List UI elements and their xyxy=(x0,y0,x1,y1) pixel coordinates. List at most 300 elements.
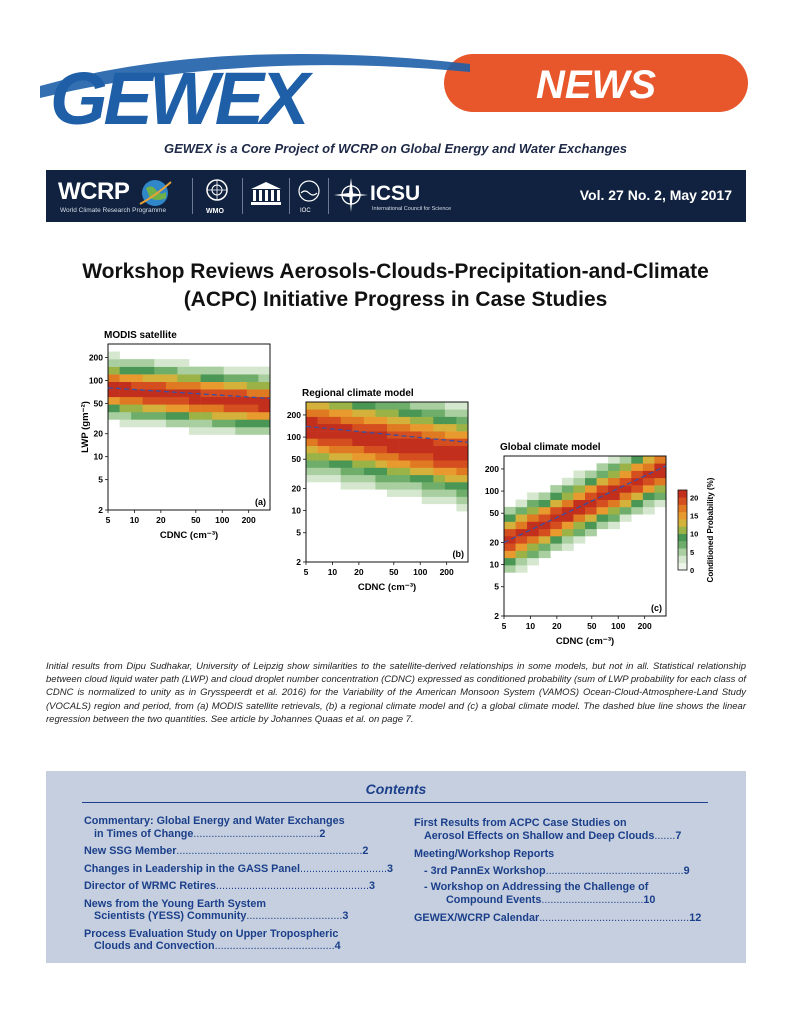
heatmap-cell xyxy=(433,424,445,432)
toc-leader-dots: ................................ xyxy=(246,910,343,922)
heatmap-cell xyxy=(224,367,236,375)
x-tick-label: 10 xyxy=(129,515,140,525)
toc-entry[interactable] xyxy=(84,898,393,923)
heatmap-cell xyxy=(247,389,259,397)
toc-page-number: 2 xyxy=(319,827,326,840)
heatmap-cell xyxy=(527,536,539,544)
heatmap-cell xyxy=(212,412,224,420)
heatmap-cell xyxy=(654,492,666,500)
heatmap-cell xyxy=(108,397,120,405)
heatmap-cell xyxy=(375,468,387,476)
x-axis-label: CDNC (cm⁻³) xyxy=(555,636,615,647)
heatmap-cell xyxy=(258,420,270,428)
toc-entry[interactable] xyxy=(84,928,393,953)
lwp-cdnc-figure xyxy=(80,328,720,653)
heatmap-cell xyxy=(456,409,468,417)
heatmap-cell xyxy=(387,402,399,410)
heatmap-cell xyxy=(456,468,468,476)
heatmap-cell xyxy=(189,412,201,420)
heatmap-cell xyxy=(410,468,422,476)
heatmap-cell xyxy=(318,417,330,425)
heatmap-cell xyxy=(318,409,330,417)
heatmap-cell xyxy=(212,397,224,405)
heatmap-cell xyxy=(573,471,585,479)
heatmap-cell xyxy=(352,438,364,446)
colorbar-tick-label: 0 xyxy=(690,566,695,575)
heatmap-cell xyxy=(527,522,539,530)
wmo-emblem-icon xyxy=(204,177,230,205)
figure-caption: Initial results from Dipu Sudhakar, University of Leipzig show similarities to the satellite-derived relationships in some models, but not in all. Statistical relationship between cloud liquid water path (LWP) and cloud droplet number concentration (CDNC) expressed as conditioned probability (sum of LWP probability for each class of CDNC is normalized to unity as in Grysspeerdt et al. 2016) for the Variability of the American Monsoon System (VAMOS) Ocean-Cloud-Atmosphere-Land Study (VOCALS) region and period, from (a) MODIS satellite retrievals, (b) a regional climate model and (c) a global climate model. The dashed blue line shows the linear regression between the two quantities. See article by Johannes Quaas et al. on page 7. xyxy=(46,661,746,725)
colorbar-segment xyxy=(678,548,687,556)
heatmap-cell xyxy=(445,482,457,490)
heatmap-cell xyxy=(516,551,528,559)
y-tick-label: 100 xyxy=(286,432,301,443)
heatmap-cell xyxy=(527,514,539,522)
heatmap-cell xyxy=(341,460,353,468)
heatmap-cell xyxy=(516,514,528,522)
heatmap-cell xyxy=(433,468,445,476)
toc-entry[interactable] xyxy=(414,817,701,842)
heatmap-cell xyxy=(550,492,562,500)
heatmap-cell xyxy=(608,522,620,530)
x-tick-label: 200 xyxy=(637,621,652,631)
heatmap-cell xyxy=(189,420,201,428)
heatmap-cell xyxy=(201,420,213,428)
heatmap-cell xyxy=(329,438,341,446)
heatmap-cell xyxy=(120,359,132,367)
heatmap-cell xyxy=(573,478,585,486)
toc-entry[interactable] xyxy=(414,865,701,878)
heatmap-cell xyxy=(631,507,643,515)
heatmap-cell xyxy=(433,453,445,461)
colorbar-segment xyxy=(678,563,687,571)
heatmap-cell xyxy=(375,424,387,432)
heatmap-cell xyxy=(550,529,562,537)
heatmap-cell xyxy=(527,492,539,500)
heatmap-cell xyxy=(387,489,399,497)
heatmap-cell xyxy=(341,468,353,476)
headline-line: (ACPC) Initiative Progress in Case Studies xyxy=(183,288,608,311)
toc-entry-text: Aerosol Effects on Shallow and Deep Clouds xyxy=(424,829,655,842)
heatmap-cell xyxy=(235,427,247,435)
heatmap-cell xyxy=(143,382,155,390)
heatmap-cell xyxy=(433,497,445,505)
x-tick-label: 20 xyxy=(354,567,364,577)
heatmap-cell xyxy=(562,500,574,508)
issue-info: Vol. 27 No. 2, May 2017 xyxy=(579,187,732,203)
heatmap-cell xyxy=(318,460,330,468)
heatmap-cell xyxy=(143,374,155,382)
heatmap-cell xyxy=(516,522,528,530)
tagline: GEWEX is a Core Project of WCRP on Global Energy and Water Exchanges xyxy=(163,141,628,156)
heatmap-cell xyxy=(352,417,364,425)
heatmap-cell xyxy=(456,446,468,454)
heatmap-cell xyxy=(154,397,166,405)
heatmap-cell xyxy=(562,536,574,544)
heatmap-cell xyxy=(235,374,247,382)
toc-page-number: 3 xyxy=(387,862,394,875)
heatmap-cell xyxy=(154,404,166,412)
divider xyxy=(192,178,193,214)
heatmap-cell xyxy=(341,446,353,454)
toc-leader-dots: ....... xyxy=(654,829,676,842)
contents-box xyxy=(46,771,746,963)
heatmap-cell xyxy=(364,409,376,417)
x-tick-label: 10 xyxy=(327,567,338,577)
heatmap-cell xyxy=(375,475,387,483)
heatmap-cell xyxy=(177,412,189,420)
heatmap-cell xyxy=(329,468,341,476)
heatmap-cell xyxy=(224,427,236,435)
heatmap-cell xyxy=(399,417,411,425)
heatmap-cell xyxy=(341,438,353,446)
heatmap-cell xyxy=(410,482,422,490)
heatmap-cell xyxy=(177,382,189,390)
heatmap-cell xyxy=(399,453,411,461)
colorbar-tick-label: 5 xyxy=(690,547,695,557)
y-tick-label: 50 xyxy=(489,508,499,519)
heatmap-cell xyxy=(573,492,585,500)
heatmap-cell xyxy=(364,446,376,454)
toc-entry[interactable] xyxy=(84,863,393,876)
heatmap-cell xyxy=(573,529,585,537)
y-tick-label: 5 xyxy=(98,474,103,485)
heatmap-cell xyxy=(504,529,516,537)
y-tick-label: 20 xyxy=(291,483,301,494)
heatmap-cell xyxy=(177,374,189,382)
heatmap-cell xyxy=(422,446,434,454)
panel-title: Global climate model xyxy=(500,442,601,453)
heatmap-cell xyxy=(235,420,247,428)
heatmap-cell xyxy=(364,482,376,490)
heatmap-cell xyxy=(620,456,632,464)
colorbar-tick-label: 15 xyxy=(690,511,699,521)
heatmap-cell xyxy=(375,409,387,417)
wcrp-logo: WCRP xyxy=(58,178,130,205)
heatmap-cell xyxy=(108,412,120,420)
ioc-label: IOC xyxy=(300,208,311,214)
heatmap-cell xyxy=(631,456,643,464)
heatmap-cell xyxy=(364,468,376,476)
heatmap-cell xyxy=(422,431,434,439)
heatmap-cell xyxy=(154,359,166,367)
heatmap-cell xyxy=(120,397,132,405)
colorbar-label: Conditioned Probability (%) xyxy=(706,477,715,583)
heatmap-cell xyxy=(329,424,341,432)
heatmap-cell xyxy=(445,424,457,432)
toc-entry-text: - Workshop on Addressing the Challenge of xyxy=(424,881,649,893)
heatmap-cell xyxy=(456,475,468,483)
toc-page-number: 3 xyxy=(342,910,349,922)
heatmap-cell xyxy=(527,558,539,566)
heatmap-cell xyxy=(422,468,434,476)
heatmap-cell xyxy=(620,471,632,479)
heatmap-cell xyxy=(224,420,236,428)
y-tick-label: 100 xyxy=(88,375,103,386)
heatmap-cell xyxy=(154,382,166,390)
toc-entry[interactable] xyxy=(414,848,701,861)
heatmap-cell xyxy=(166,420,178,428)
gewex-logo: GEWEX xyxy=(50,57,306,132)
heatmap-cell xyxy=(399,431,411,439)
heatmap-cell xyxy=(352,468,364,476)
heatmap-cell xyxy=(387,409,399,417)
colorbar-segment xyxy=(678,512,687,520)
heatmap-cell xyxy=(516,543,528,551)
heatmap-cell xyxy=(235,397,247,405)
colorbar-segment xyxy=(678,526,687,534)
heatmap-cell xyxy=(224,412,236,420)
panel-title: Regional climate model xyxy=(302,388,414,399)
heatmap-cell xyxy=(643,492,655,500)
toc-entry-text: Process Evaluation Study on Upper Tropospheric xyxy=(84,927,339,940)
heatmap-cell xyxy=(177,420,189,428)
heatmap-cell xyxy=(131,367,143,375)
heatmap-cell xyxy=(352,409,364,417)
x-tick-label: 50 xyxy=(389,567,399,577)
heatmap-cell xyxy=(643,478,655,486)
y-tick-label: 100 xyxy=(484,486,499,497)
heatmap-cell xyxy=(212,427,224,435)
heatmap-cell xyxy=(585,478,597,486)
heatmap-cell xyxy=(422,489,434,497)
news-label: NEWS xyxy=(536,63,656,107)
heatmap-cell xyxy=(643,456,655,464)
heatmap-cell xyxy=(258,404,270,412)
heatmap-cell xyxy=(422,475,434,483)
heatmap-cell xyxy=(258,374,270,382)
heatmap-cell xyxy=(306,446,318,454)
toc-entry-text: News from the Young Earth System xyxy=(84,897,266,910)
toc-entry-text: in Times of Change xyxy=(94,827,194,840)
heatmap-cell xyxy=(224,404,236,412)
heatmap-cell xyxy=(516,500,528,508)
heatmap-cell xyxy=(329,417,341,425)
heatmap-cell xyxy=(166,397,178,405)
heatmap-cell xyxy=(620,507,632,515)
heatmap-cell xyxy=(608,507,620,515)
heatmap-cell xyxy=(445,431,457,439)
toc-left-column xyxy=(84,815,393,958)
y-tick-label: 50 xyxy=(291,454,301,465)
heatmap-cell xyxy=(329,446,341,454)
heatmap-cell xyxy=(399,460,411,468)
toc-page-number: 4 xyxy=(334,940,341,952)
heatmap-cell xyxy=(643,500,655,508)
heatmap-cell xyxy=(550,543,562,551)
heatmap-cell xyxy=(189,427,201,435)
heatmap-cell xyxy=(247,382,259,390)
heatmap-cell xyxy=(527,529,539,537)
y-tick-label: 2 xyxy=(494,611,499,621)
partner-banner xyxy=(46,170,746,222)
heatmap-cell xyxy=(445,417,457,425)
heatmap-cell xyxy=(364,475,376,483)
heatmap-cell xyxy=(516,558,528,566)
heatmap-cell xyxy=(399,438,411,446)
heatmap-cell xyxy=(422,438,434,446)
heatmap-cell xyxy=(585,485,597,493)
heatmap-cell xyxy=(352,446,364,454)
heatmap-cell xyxy=(306,468,318,476)
heatmap-cell xyxy=(120,412,132,420)
heatmap-cell xyxy=(631,463,643,471)
toc-page-number: 10 xyxy=(643,893,656,906)
toc-entry[interactable] xyxy=(414,912,701,925)
heatmap-cell xyxy=(387,424,399,432)
heatmap-cell xyxy=(387,446,399,454)
heatmap-cell xyxy=(177,404,189,412)
heatmap-cell xyxy=(329,475,341,483)
x-tick-label: 50 xyxy=(587,621,597,631)
heatmap-cell xyxy=(177,367,189,375)
heatmap-cell xyxy=(422,497,434,505)
toc-entry-text: GEWEX/WCRP Calendar xyxy=(414,912,540,924)
divider xyxy=(328,178,329,214)
heatmap-cell xyxy=(108,404,120,412)
x-tick-label: 20 xyxy=(156,515,166,525)
heatmap-cell xyxy=(562,543,574,551)
heatmap-cell xyxy=(620,463,632,471)
heatmap-cell xyxy=(445,402,457,410)
heatmap-cell xyxy=(608,485,620,493)
heatmap-cell xyxy=(143,367,155,375)
heatmap-cell xyxy=(154,367,166,375)
colorbar-segment xyxy=(678,497,687,505)
heatmap-cell xyxy=(375,402,387,410)
toc-page-number: 3 xyxy=(368,880,375,892)
article-headline xyxy=(30,258,761,314)
heatmap-cell xyxy=(422,453,434,461)
colorbar-segment xyxy=(678,490,687,498)
y-tick-label: 200 xyxy=(286,409,301,420)
heatmap-cell xyxy=(456,417,468,425)
heatmap-cell xyxy=(608,492,620,500)
y-tick-label: 10 xyxy=(93,451,103,462)
heatmap-cell xyxy=(399,424,411,432)
heatmap-cell xyxy=(143,397,155,405)
heatmap-cell xyxy=(573,536,585,544)
heatmap-cell xyxy=(597,471,609,479)
heatmap-cell xyxy=(235,412,247,420)
heatmap-cell xyxy=(539,529,551,537)
toc-leader-dots: ............................. xyxy=(300,862,387,875)
heatmap-cell xyxy=(620,500,632,508)
heatmap-cell xyxy=(597,500,609,508)
toc-entry-text: Director of WRMC Retires xyxy=(84,880,216,892)
heatmap-cell xyxy=(212,404,224,412)
heatmap-cell xyxy=(643,507,655,515)
heatmap-cell xyxy=(399,489,411,497)
heatmap-cell xyxy=(422,482,434,490)
heatmap-cell xyxy=(456,460,468,468)
heatmap-cell xyxy=(585,529,597,537)
x-tick-label: 100 xyxy=(215,515,230,525)
colorbar-segment xyxy=(678,519,687,527)
x-tick-label: 50 xyxy=(191,515,201,525)
heatmap-cell xyxy=(306,409,318,417)
icsu-logo: ICSU xyxy=(370,182,421,205)
heatmap-cell xyxy=(189,404,201,412)
heatmap-cell xyxy=(573,522,585,530)
heatmap-cell xyxy=(143,404,155,412)
heatmap-cell xyxy=(108,389,120,397)
toc-leader-dots: .............................................................. xyxy=(176,845,363,857)
y-tick-label: 2 xyxy=(296,557,301,567)
y-tick-label: 20 xyxy=(489,537,499,548)
heatmap-cell xyxy=(456,402,468,410)
heatmap-cell xyxy=(177,359,189,367)
y-tick-label: 5 xyxy=(494,581,499,592)
toc-entry-text: Clouds and Convection xyxy=(94,940,215,952)
heatmap-cell xyxy=(318,402,330,410)
heatmap-cell xyxy=(573,500,585,508)
heatmap-cell xyxy=(573,485,585,493)
contents-rule xyxy=(82,802,708,803)
heatmap-cell xyxy=(166,412,178,420)
heatmap-cell xyxy=(201,374,213,382)
heatmap-cell xyxy=(550,536,562,544)
heatmap-cell xyxy=(364,460,376,468)
globe-icon xyxy=(138,178,172,208)
heatmap-cell xyxy=(375,438,387,446)
heatmap-cell xyxy=(422,402,434,410)
x-tick-label: 5 xyxy=(501,621,507,631)
heatmap-cell xyxy=(387,453,399,461)
heatmap-cell xyxy=(399,468,411,476)
heatmap-cell xyxy=(654,478,666,486)
heatmap-cell xyxy=(573,507,585,515)
heatmap-cell xyxy=(166,382,178,390)
heatmap-cell xyxy=(235,382,247,390)
heatmap-cell xyxy=(212,367,224,375)
colorbar-segment xyxy=(678,556,687,564)
heatmap-cell xyxy=(375,482,387,490)
heatmap-cell xyxy=(410,417,422,425)
heatmap-cell xyxy=(433,409,445,417)
y-tick-label: 5 xyxy=(296,527,301,538)
heatmap-cell xyxy=(504,514,516,522)
x-tick-label: 10 xyxy=(525,621,536,631)
heatmap-cell xyxy=(364,438,376,446)
heatmap-cell xyxy=(597,463,609,471)
heatmap-cell xyxy=(550,507,562,515)
toc-entry[interactable] xyxy=(84,815,393,840)
heatmap-cell xyxy=(247,420,259,428)
heatmap-cell xyxy=(318,468,330,476)
heatmap-cell xyxy=(166,359,178,367)
x-tick-label: 5 xyxy=(105,515,111,525)
heatmap-cell xyxy=(445,438,457,446)
heatmap-cell xyxy=(504,522,516,530)
heatmap-cell xyxy=(539,551,551,559)
heatmap-cell xyxy=(445,497,457,505)
colorbar-tick-label: 20 xyxy=(690,493,699,503)
unesco-temple-icon xyxy=(249,180,283,206)
toc-entry[interactable] xyxy=(84,880,393,893)
panel-tag: (b) xyxy=(452,549,464,559)
heatmap-cell xyxy=(212,420,224,428)
divider xyxy=(242,178,243,214)
heatmap-cell xyxy=(410,402,422,410)
heatmap-cell xyxy=(341,409,353,417)
colorbar-segment xyxy=(678,541,687,549)
toc-entry[interactable] xyxy=(84,845,393,858)
heatmap-cell xyxy=(410,409,422,417)
toc-entry[interactable] xyxy=(414,881,701,906)
toc-entry-text: Scientists (YESS) Community xyxy=(94,910,247,922)
heatmap-cell xyxy=(306,438,318,446)
